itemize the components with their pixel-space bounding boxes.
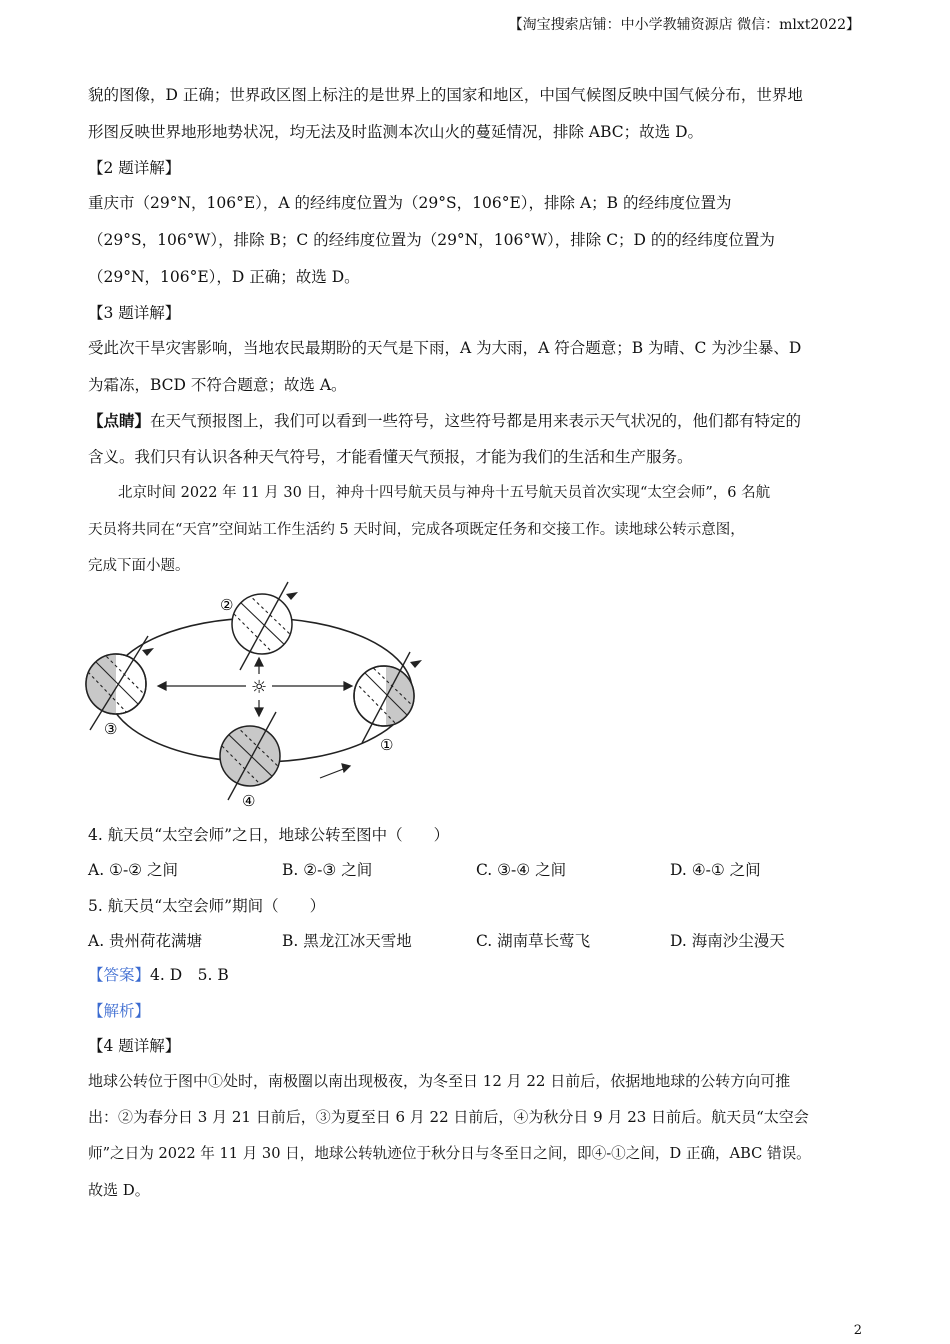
question-4: 4. 航天员“太空会师”之日，地球公转至图中（ ） [88, 826, 450, 844]
q4-option-c: C. ③-④ 之间 [476, 861, 567, 879]
text-line: 师”之日为 2022 年 11 月 30 日，地球公转轨迹位于秋分日与冬至日之间，即④-①之间，D 正确，ABC 错误。 [88, 1145, 811, 1162]
revolution-direction-arrow [320, 764, 350, 778]
q5-option-d: D. 海南沙尘漫天 [670, 932, 785, 950]
text-line: 受此次干旱灾害影响，当地农民最期盼的天气是下雨，A 为大雨，A 符合题意；B 为晴、C 为沙尘暴、D [88, 339, 802, 357]
text-line: 含义。我们只有认识各种天气符号，才能看懂天气预报，才能为我们的生活和生产服务。 [88, 448, 693, 466]
dianjing-label: 【点睛】 [88, 411, 151, 430]
answer-label: 【答案】 [88, 966, 151, 984]
text-line: 出：②为春分日 3 月 21 日前后，③为夏至日 6 月 22 日前后，④为秋分日 9 月 23 日前后。航天员“太空会 [88, 1108, 809, 1126]
earth-position-2 [232, 582, 298, 670]
text-line: 天员将共同在“天宫”空间站工作生活约 5 天时间，完成各项既定任务和交接工作。读地球公转示意图， [88, 522, 745, 538]
q5-option-c: C. 湖南草长莺飞 [476, 932, 591, 950]
page-header: 【淘宝搜索店铺：中小学教辅资源店 微信：mlxt2022】 [508, 17, 860, 33]
section-heading: 【4 题详解】 [88, 1037, 181, 1055]
q4-option-b: B. ②-③ 之间 [282, 861, 373, 879]
position-label-3: ③ [104, 720, 118, 738]
analysis-label: 【解析】 [88, 1002, 151, 1020]
text-line: 形图反映世界地形地势状况，均无法及时监测本次山火的蔓延情况，排除 ABC；故选 D。 [88, 123, 704, 141]
text-line: 地球公转位于图中①处时，南极圈以南出现极夜，为冬至日 12 月 22 日前后，依据地地球的公转方向可推 [88, 1072, 791, 1090]
answer-line [88, 963, 229, 985]
text-line [88, 409, 801, 431]
position-label-1: ① [380, 736, 394, 754]
text-line: 为霜冻，BCD 不符合题意；故选 A。 [88, 376, 347, 394]
text-line: 重庆市（29°N，106°E），A 的经纬度位置为（29°S，106°E），排除 A；B 的经纬度位置为 [88, 194, 732, 212]
q4-option-a: A. ①-② 之间 [88, 861, 179, 879]
answer-text: 4. D 5. B [150, 966, 229, 984]
text-line: 貌的图像，D 正确；世界政区图上标注的是世界上的国家和地区，中国气候图反映中国气候分布，世界地 [88, 86, 803, 104]
q4-option-d: D. ④-① 之间 [670, 861, 761, 879]
section-heading: 【3 题详解】 [88, 304, 181, 322]
text-line: （29°S，106°W），排除 B；C 的经纬度位置为（29°N，106°W），排除 C；D 的的经纬度位置为 [88, 231, 775, 249]
page-number: 2 [853, 1323, 862, 1338]
text-line: 完成下面小题。 [88, 558, 190, 574]
text-line: 北京时间 2022 年 11 月 30 日，神舟十四号航天员与神舟十五号航天员首次实现“太空会师”，6 名航 [118, 485, 771, 501]
earth-orbit-diagram [80, 578, 440, 810]
position-label-4: ④ [242, 792, 256, 810]
sun-icon: ☼ [251, 677, 268, 698]
question-5: 5. 航天员“太空会师”期间（ ） [88, 897, 326, 915]
position-label-2: ② [220, 596, 234, 614]
text-line: （29°N，106°E），D 正确；故选 D。 [88, 268, 360, 286]
q5-option-a: A. 贵州荷花满塘 [88, 932, 203, 950]
q5-option-b: B. 黑龙江冰天雪地 [282, 932, 412, 950]
text-line: 故选 D。 [88, 1181, 150, 1199]
earth-position-4 [220, 712, 282, 800]
dianjing-text: 在天气预报图上，我们可以看到一些符号，这些符号都是用来表示天气状况的，他们都有特定的 [150, 412, 802, 430]
section-heading: 【2 题详解】 [88, 159, 181, 177]
